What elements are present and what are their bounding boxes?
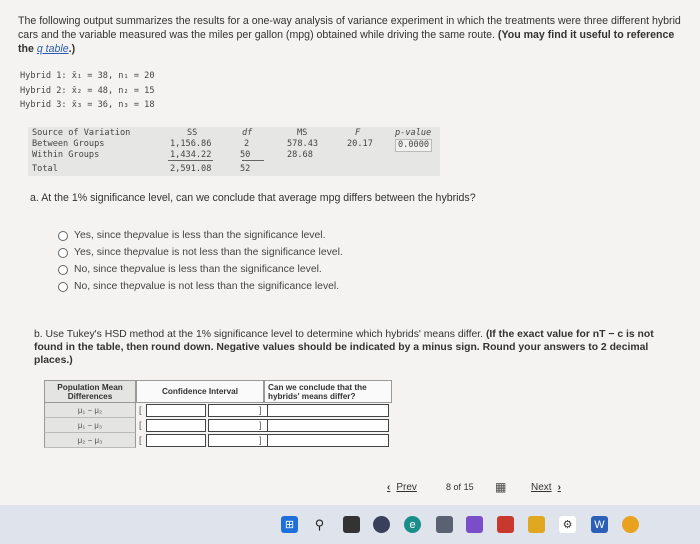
ci-lower-input[interactable] [146,419,206,432]
option-p: p [134,264,141,275]
answer-option[interactable] [58,244,343,261]
radio-button[interactable] [58,231,68,241]
anova-row [32,139,442,150]
anova-ms: 28.68 [287,150,313,160]
conclusion-select[interactable] [267,404,389,417]
taskbar [0,505,700,544]
anova-header: Source of Variation [32,128,131,138]
anova-df: 52 [240,164,251,174]
option-text: Yes, since the [74,247,139,258]
edge-browser-icon[interactable]: e [404,516,421,533]
anova-header: p-value [395,128,432,138]
option-p: p [138,230,145,241]
anova-ms: 578.43 [287,139,319,149]
answer-option[interactable] [58,261,343,278]
col-header-differences: Population Mean Differences [44,380,136,403]
chat-icon[interactable] [373,516,390,533]
page-indicator [446,480,474,494]
anova-p: 0.0000 [395,139,432,152]
interval-bracket: ] [259,435,262,445]
windows-start-icon[interactable]: ⊞ [281,516,298,533]
hybrid-line: Hybrid 3: x̄₃ = 36, n₃ = 18 [20,100,155,110]
tukey-table [44,380,392,450]
chevron-right-icon: › [557,481,561,493]
answer-option[interactable] [58,227,343,244]
search-icon[interactable]: ⚲ [314,516,325,532]
conclusion-select[interactable] [267,434,389,447]
folder-icon[interactable] [528,516,545,533]
anova-header: MS [297,128,308,138]
col-header-conclusion: Can we conclude that the hybrids' means differ? [264,380,392,403]
interval-bracket: [ [139,435,142,445]
anova-ss: 1,434.22 [170,150,212,160]
intro-body: The following output summarizes the results for a one-way analysis of variance experiment in which the treatments were three different hybrid cars and the variable measured was the miles per gallon (mpg) obtained while driving the same route. [18,15,681,41]
ci-lower-input[interactable] [146,434,206,447]
anova-row [32,150,442,161]
settings-icon[interactable]: ⚙ [559,516,576,533]
anova-df: 50 [240,150,251,160]
prev-label: Prev [396,481,417,493]
table-row [44,418,392,433]
interval-bracket: [ [139,420,142,430]
option-text: value is not less than the significance level. [144,247,343,258]
question-b-text: b. Use Tukey's HSD method at the 1% significance level to determine which hybrids' means differ. [34,329,484,340]
anova-header-row [32,128,442,139]
anova-source: Between Groups [32,139,105,149]
option-text: No, since the [74,264,135,275]
radio-button[interactable] [58,265,68,275]
anova-ss: 2,591.08 [170,164,212,174]
page-total: 15 [463,482,474,492]
intro-hint: (You may find it useful to reference the [18,29,675,55]
anova-header: F [355,128,361,138]
question-b [34,328,664,367]
option-text: value is less than the significance level. [140,264,322,275]
table-row [44,433,392,448]
radio-button[interactable] [58,248,68,258]
store-icon[interactable] [436,516,453,533]
next-button[interactable] [531,480,561,494]
anova-df: 2 [244,139,250,149]
office-icon[interactable] [497,516,514,533]
anova-divider [242,160,264,161]
word-icon[interactable]: W [591,516,608,533]
anova-header: SS [187,128,198,138]
anova-total-row [32,164,442,175]
anova-divider [168,160,213,161]
intro-text [18,14,688,56]
option-text: value is not less than the significance level. [140,281,340,292]
anova-source: Within Groups [32,150,100,160]
hybrid-line: Hybrid 1: x̄₁ = 38, n₁ = 20 [20,71,155,81]
grid-icon[interactable]: ▦ [495,480,507,494]
table-row [44,403,392,418]
col-header-interval: Confidence Interval [136,380,264,403]
page-current: 8 [446,482,452,492]
question-b-instructions: (If the exact value for nT − c is not found in the table, then round down. Negative values should be indicated by a minus sign. Round your answers to 2 decimal places.) [34,329,654,366]
anova-ss: 1,156.86 [170,139,212,149]
intro-hint-end: .) [68,43,76,55]
answer-option[interactable] [58,278,343,295]
anova-f: 20.17 [347,139,373,149]
mean-difference-label: μ₁ − μ₃ [44,418,136,433]
anova-source: Total [32,164,58,174]
mean-difference-label: μ₂ − μ₃ [44,433,136,448]
q-table-link[interactable]: q table [36,43,69,55]
app-icon[interactable] [466,516,483,533]
ci-lower-input[interactable] [146,404,206,417]
hybrid-summary [20,69,155,113]
interval-bracket: ] [259,420,262,430]
chevron-left-icon: ‹ [387,481,391,493]
interval-bracket: ] [259,405,262,415]
option-text: No, since the [74,281,135,292]
next-label: Next [531,481,552,493]
task-view-icon[interactable] [343,516,360,533]
option-p: p [138,247,145,258]
anova-header: df [242,128,253,138]
conclusion-select[interactable] [267,419,389,432]
option-p: p [134,281,141,292]
question-a: a. At the 1% significance level, can we conclude that average mpg differs between the hybrids? [30,192,476,204]
page-of: of [453,482,462,492]
option-text: value is less than the significance level. [144,230,326,241]
interval-bracket: [ [139,405,142,415]
prev-button[interactable] [387,480,417,494]
option-text: Yes, since the [74,230,139,241]
hybrid-line: Hybrid 2: x̄₂ = 48, n₂ = 15 [20,85,155,96]
answer-options [58,227,343,295]
chrome-icon[interactable] [622,516,639,533]
mean-difference-label: μ₁ − μ₂ [44,403,136,418]
radio-button[interactable] [58,282,68,292]
anova-table [32,128,442,161]
